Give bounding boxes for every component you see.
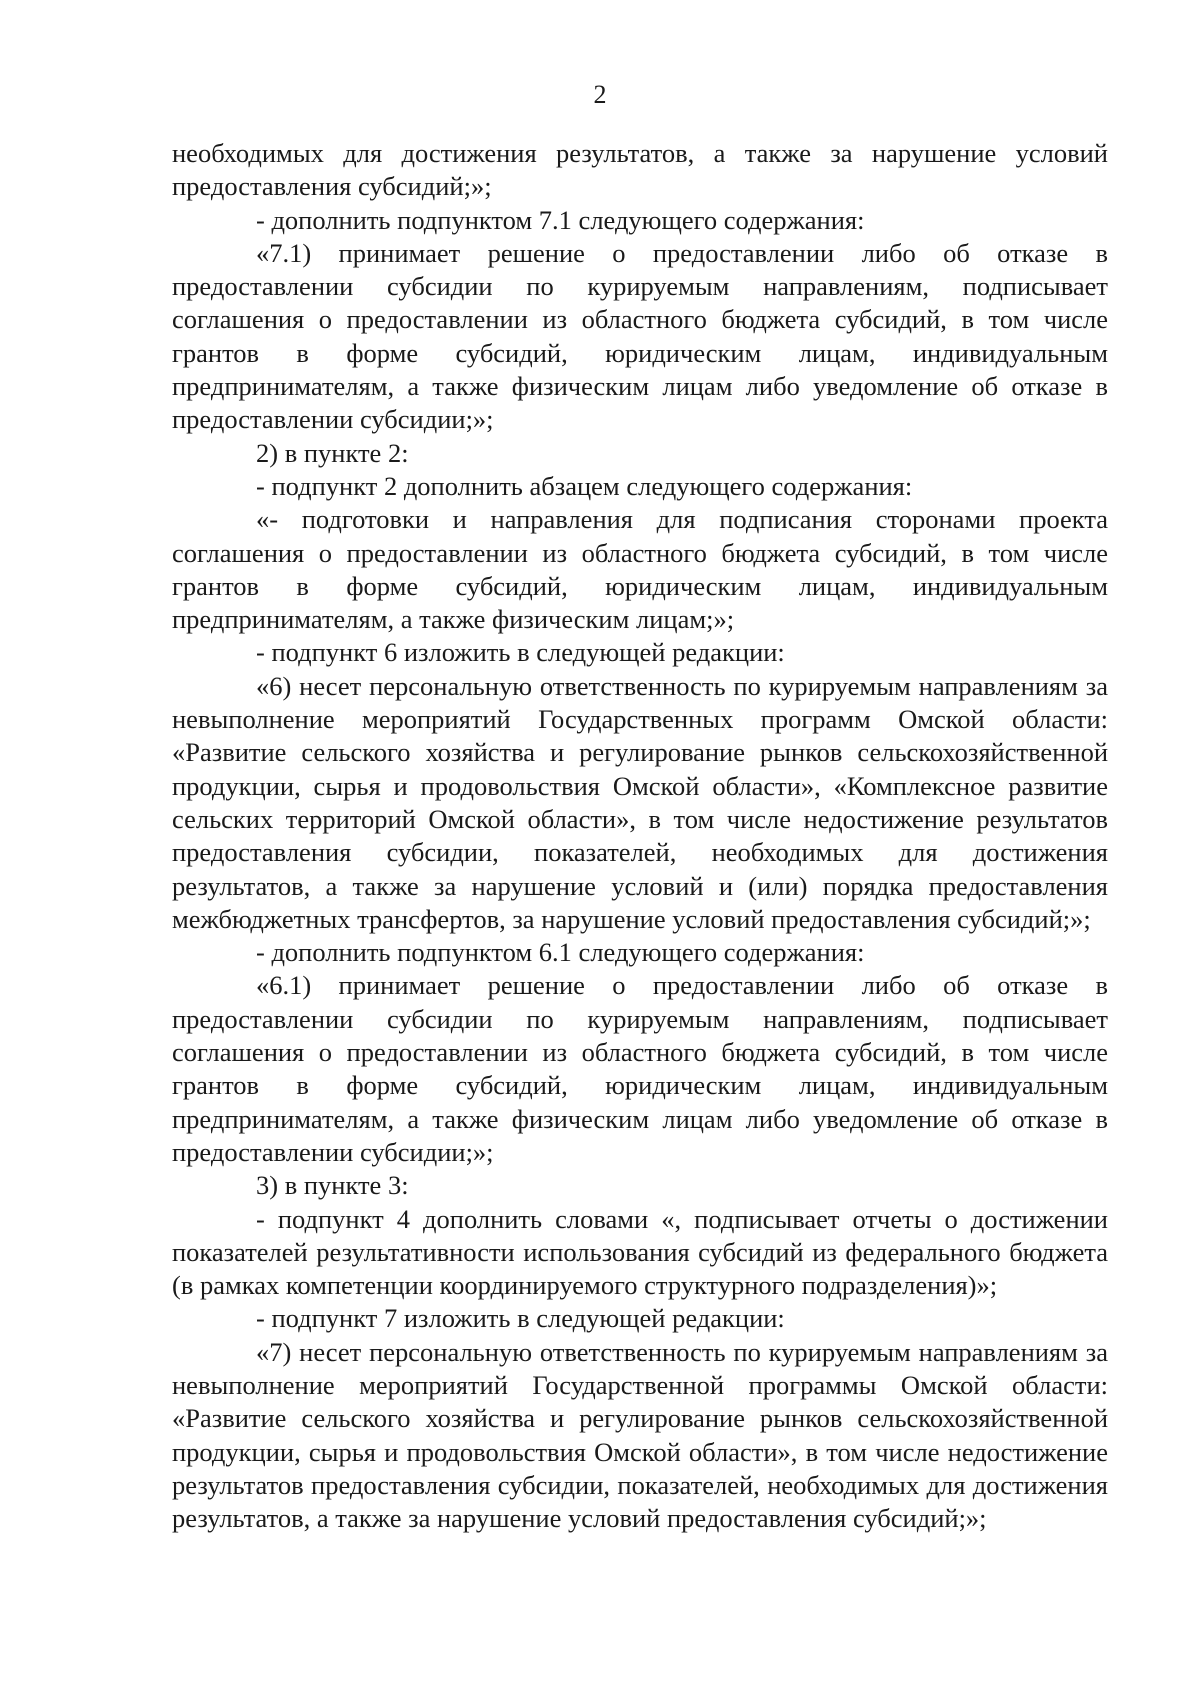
paragraph-7: - подпункт 6 изложить в следующей редакции:	[256, 637, 785, 668]
paragraph-13: - подпункт 7 изложить в следующей редакции:	[256, 1303, 785, 1334]
document-body	[172, 137, 1108, 1535]
paragraph-9: - дополнить подпунктом 6.1 следующего содержания:	[256, 937, 865, 968]
paragraph-12: - подпункт 4 дополнить словами «, подписывает отчеты о достижении показателей результативности использования субсидий из федерального бюджета (в рамках компетенции координируемого структурного подразделения)»;	[172, 1203, 1108, 1301]
page-number: 2	[593, 80, 607, 109]
paragraph-11: 3) в пункте 3:	[256, 1170, 409, 1201]
paragraph-4: 2) в пункте 2:	[256, 437, 409, 468]
paragraph-14: «7) несет персональную ответственность по курируемым направлениям за невыполнение мероприятий Государственной программы Омской области: «Развитие сельского хозяйства и регулирование рынков сельскохозяйственной продукции, сырья и продовольствия Омской области», в том числе недостижение результатов предоставления субсидии, показателей, необходимых для достижения результатов, а также за нарушение условий предоставления субсидий;»;	[172, 1336, 1108, 1534]
paragraph-10: «6.1) принимает решение о предоставлении либо об отказе в предоставлении субсидии по курируемым направлениям, подписывает соглашения о предоставлении из областного бюджета субсидий, в том числе грантов в форме субсидий, юридическим лицам, индивидуальным предпринимателям, а также физическим лицам либо уведомление об отказе в предоставлении субсидии;»;	[172, 970, 1108, 1167]
paragraph-5: - подпункт 2 дополнить абзацем следующего содержания:	[256, 470, 913, 501]
paragraph-2: - дополнить подпунктом 7.1 следующего содержания:	[256, 204, 865, 235]
paragraph-6: «- подготовки и направления для подписания сторонами проекта соглашения о предоставлении из областного бюджета субсидий, в том числе грантов в форме субсидий, юридическим лицам, индивидуальным предпринимателям, а также физическим лицам;»;	[172, 504, 1108, 635]
paragraph-3: «7.1) принимает решение о предоставлении либо об отказе в предоставлении субсидии по курируемым направлениям, подписывает соглашения о предоставлении из областного бюджета субсидий, в том числе грантов в форме субсидий, юридическим лицам, индивидуальным предпринимателям, а также физическим лицам либо уведомление об отказе в предоставлении субсидии;»;	[172, 237, 1108, 435]
paragraph-8: «6) несет персональную ответственность по курируемым направлениям за невыполнение мероприятий Государственных программ Омской области: «Развитие сельского хозяйства и регулирование рынков сельскохозяйственной продукции, сырья и продовольствия Омской области», «Комплексное развитие сельских территорий Омской области», в том числе недостижение результатов предоставления субсидии, показателей, необходимых для достижения результатов, а также за нарушение условий и (или) порядка предоставления межбюджетных трансфертов, за нарушение условий предоставления субсидий;»;	[172, 670, 1108, 934]
paragraph-1: необходимых для достижения результатов, а также за нарушение условий предоставления субсидий;»;	[172, 138, 1108, 202]
